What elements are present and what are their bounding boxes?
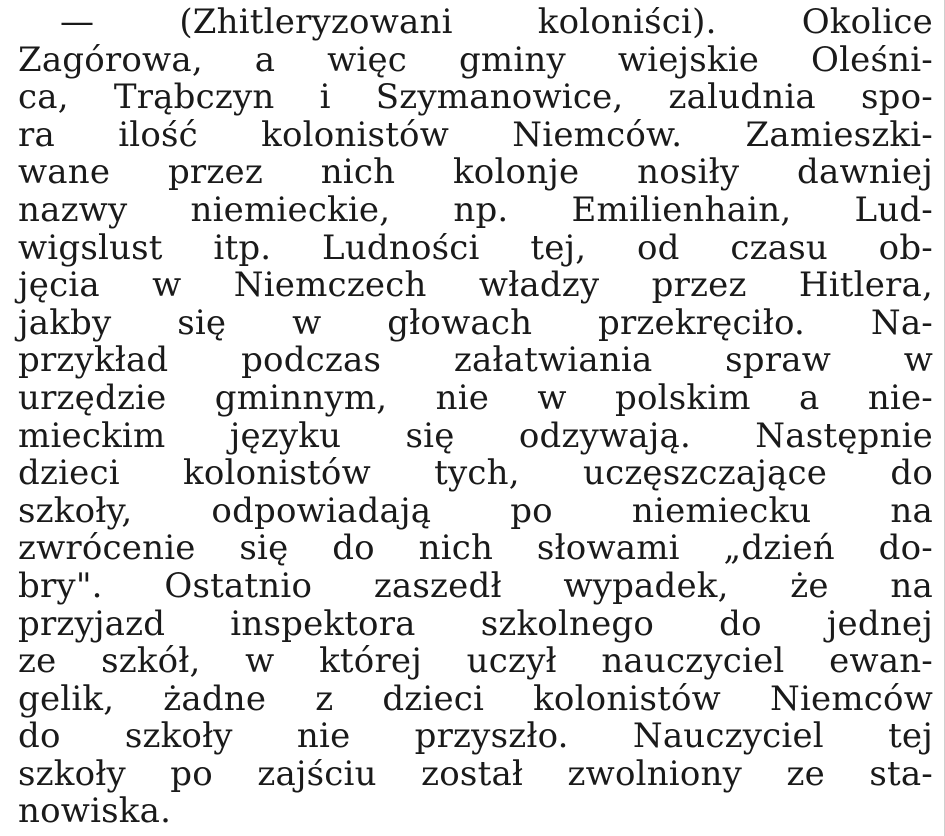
article-line: gelik, żadne z dzieci kolonistów Niemców (18, 678, 933, 719)
article-line: bry". Ostatnio zaszedł wypadek, że na (18, 565, 933, 606)
article-line: mieckim języku się odzywają. Następnie (18, 415, 933, 456)
article-line: nowiska. (18, 791, 172, 832)
article-line: — (Zhitleryzowani koloniści). Okolice (60, 2, 933, 42)
article-line: szkoły, odpowiadają po niemiecku na (18, 490, 933, 531)
article-line: szkoły po zajściu został zwolniony ze sta- (18, 753, 933, 794)
article-line: przyjazd inspektora szkolnego do jednej (18, 603, 933, 644)
article-line: wane przez nich kolonje nosiły dawniej (18, 152, 933, 193)
article-line: wigslust itp. Ludności tej, od czasu ob- (18, 227, 933, 268)
article-line: ra ilość kolonistów Niemców. Zamieszki- (18, 114, 933, 155)
article-line: Zagórowa, a więc gminy wiejskie Oleśni- (18, 39, 933, 80)
article-line: zwrócenie się do nich słowami „dzień do- (18, 528, 933, 569)
article-line: urzędzie gminnym, nie w polskim a nie- (18, 377, 933, 418)
article-line: ze szkół, w której uczył nauczyciel ewan- (18, 641, 933, 682)
article-line: jęcia w Niemczech władzy przez Hitlera, (18, 265, 933, 306)
article-line: do szkoły nie przyszło. Nauczyciel tej (18, 716, 933, 757)
article-line: przykład podczas załatwiania spraw w (18, 340, 933, 381)
article-line: nazwy niemieckie, np. Emilienhain, Lud- (18, 189, 933, 230)
article-line: ca, Trąbczyn i Szymanowice, zaludnia spo- (18, 77, 933, 118)
article-line: dzieci kolonistów tych, uczęszczające do (18, 453, 933, 494)
article-column (18, 4, 933, 831)
article-line: jakby się w głowach przekręciło. Na- (18, 302, 933, 343)
